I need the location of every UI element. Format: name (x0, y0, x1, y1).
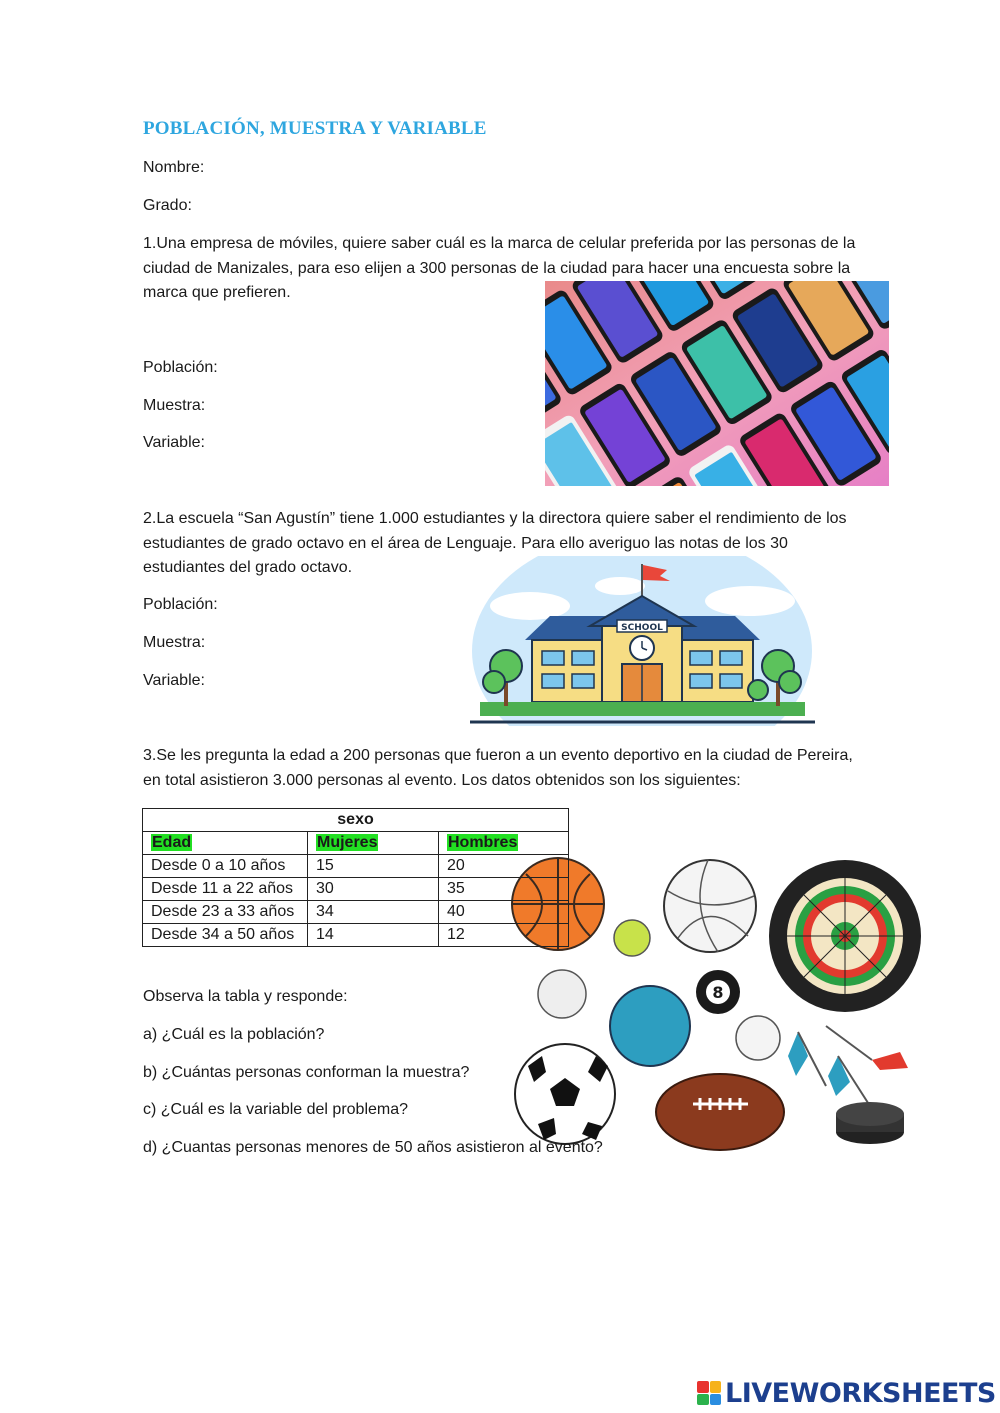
q1-muestra-label: Muestra: (143, 397, 206, 414)
table-row (143, 901, 569, 924)
question-c: c) ¿Cuál es la variable del problema? (143, 1101, 409, 1118)
cell-edad: Desde 0 a 10 años (143, 855, 308, 878)
cell-hombres: 40 (439, 901, 569, 924)
question-a: a) ¿Cuál es la población? (143, 1026, 325, 1043)
table-group-header-row (143, 809, 569, 832)
nombre-label: Nombre: (143, 159, 205, 176)
table-row (143, 855, 569, 878)
logo-text: LIVEWORKSHEETS (725, 1377, 996, 1409)
logo-badge-icon (697, 1381, 721, 1405)
school-image (470, 556, 815, 726)
cell-edad: Desde 23 a 33 años (143, 901, 308, 924)
question-b: b) ¿Cuántas personas conforman la muestra? (143, 1064, 470, 1081)
table-header-row (143, 832, 569, 855)
q1-poblacion-label: Población: (143, 359, 218, 376)
table-row (143, 924, 569, 947)
q2-muestra-label: Muestra: (143, 634, 206, 651)
header-hombres: Hombres (439, 832, 569, 855)
question-3-text: 3.Se les pregunta la edad a 200 personas que fueron a un evento deportivo en la ciudad de Pereira, en total asistieron 3.000 personas al evento. Los datos obtenidos son los siguientes: (143, 747, 853, 789)
age-data-table (142, 808, 569, 947)
q1-variable-label: Variable: (143, 434, 205, 451)
q2-variable-label: Variable: (143, 672, 205, 689)
question-1-text: 1.Una empresa de móviles, quiere saber cuál es la marca de celular preferida por las personas de la ciudad de Manizales, para eso elijen a 300 personas de la ciudad para hacer una encuesta sobre la marca que prefieren. (143, 235, 856, 301)
cell-mujeres: 34 (308, 901, 439, 924)
cell-edad: Desde 34 a 50 años (143, 924, 308, 947)
header-mujeres: Mujeres (308, 832, 439, 855)
cell-hombres: 20 (439, 855, 569, 878)
page-title: POBLACIÓN, MUESTRA Y VARIABLE (143, 118, 487, 139)
header-edad: Edad (143, 832, 308, 855)
liveworksheets-logo (697, 1376, 996, 1410)
sexo-header: sexo (143, 809, 569, 832)
question-d: d) ¿Cuantas personas menores de 50 años asistieron al evento? (143, 1139, 603, 1156)
cell-mujeres: 14 (308, 924, 439, 947)
ball-8-label: 8 (712, 983, 724, 1002)
phones-image (545, 281, 889, 486)
grado-label: Grado: (143, 197, 192, 214)
question-2-text: 2.La escuela “San Agustín” tiene 1.000 estudiantes y la directora quiere saber el rendimiento de los estudiantes de grado octavo en el área de Lenguaje. Para ello averiguo las notas de los 30 estudiantes del grado octavo. (143, 510, 847, 576)
cell-mujeres: 15 (308, 855, 439, 878)
sports-balls-image (508, 856, 926, 1152)
table-row (143, 878, 569, 901)
cell-hombres: 12 (439, 924, 569, 947)
cell-mujeres: 30 (308, 878, 439, 901)
cell-hombres: 35 (439, 878, 569, 901)
q2-poblacion-label: Población: (143, 596, 218, 613)
school-sign: SCHOOL (621, 623, 663, 633)
instruction-text: Observa la tabla y responde: (143, 988, 348, 1005)
cell-edad: Desde 11 a 22 años (143, 878, 308, 901)
